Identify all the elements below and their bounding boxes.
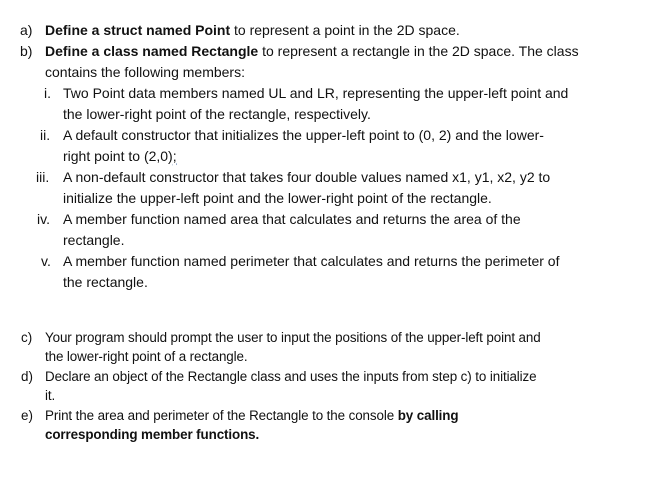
item-a-line-1 (45, 20, 460, 41)
sub-v-line-1: A member function named perimeter that calculates and returns the perimeter of (63, 253, 560, 269)
item-b-marker: b) (20, 43, 33, 59)
item-e-line-1 (45, 406, 458, 426)
item-a-text: to represent a point in the 2D space. (230, 22, 460, 38)
sub-i-line-2: the lower-right point of the rectangle, respectively. (63, 106, 371, 122)
item-c-line-2: the lower-right point of a rectangle. (45, 349, 248, 364)
sub-ii-line-2 (63, 146, 177, 167)
sub-ii-marker: ii. (40, 127, 51, 143)
sub-iii-marker: iii. (36, 169, 50, 185)
item-b-line-2: contains the following members: (45, 64, 245, 80)
spelling-squiggle: ; (172, 148, 177, 164)
sub-iii-line-2: initialize the upper-left point and the lower-right point of the rectangle. (63, 190, 492, 206)
sub-ii-line-2-text: right point to (2,0) (63, 148, 173, 164)
sub-iii-line-1: A non-default constructor that takes four double values named x1, y1, x2, y2 to (63, 169, 551, 185)
item-b-bold: Define a class named Rectangle (45, 43, 259, 59)
item-e-marker: e) (21, 408, 33, 423)
item-e-line-2 (45, 425, 259, 445)
item-e-text: Print the area and perimeter of the Rectangle to the console (45, 408, 398, 423)
item-a-marker: a) (20, 22, 33, 38)
sub-v-marker: v. (41, 253, 51, 269)
sub-i-line-1: Two Point data members named UL and LR, representing the upper-left point and (63, 85, 569, 101)
sub-v-line-2: the rectangle. (63, 274, 148, 290)
item-d-line-1: Declare an object of the Rectangle class and uses the inputs from step c) to initialize (45, 369, 537, 384)
item-d-line-2: it. (45, 388, 56, 403)
item-b-text: to represent a rectangle in the 2D space. The class (258, 43, 579, 59)
sub-i-marker: i. (44, 85, 51, 101)
sub-iv-line-1: A member function named area that calculates and returns the area of the (63, 211, 521, 227)
sub-ii-line-1: A default constructor that initializes the upper-left point to (0, 2) and the lower- (63, 127, 544, 143)
item-c-marker: c) (21, 330, 33, 345)
item-c-line-1: Your program should prompt the user to input the positions of the upper-left point and (45, 330, 541, 345)
item-e-bold-1: by calling (397, 408, 459, 423)
sub-iv-marker: iv. (37, 211, 50, 227)
item-d-marker: d) (21, 369, 33, 384)
item-a-bold: Define a struct named Point (45, 22, 231, 38)
sub-iv-line-2: rectangle. (63, 232, 125, 248)
item-b-line-1 (45, 41, 579, 62)
item-e-bold-2: corresponding member functions. (45, 427, 260, 442)
